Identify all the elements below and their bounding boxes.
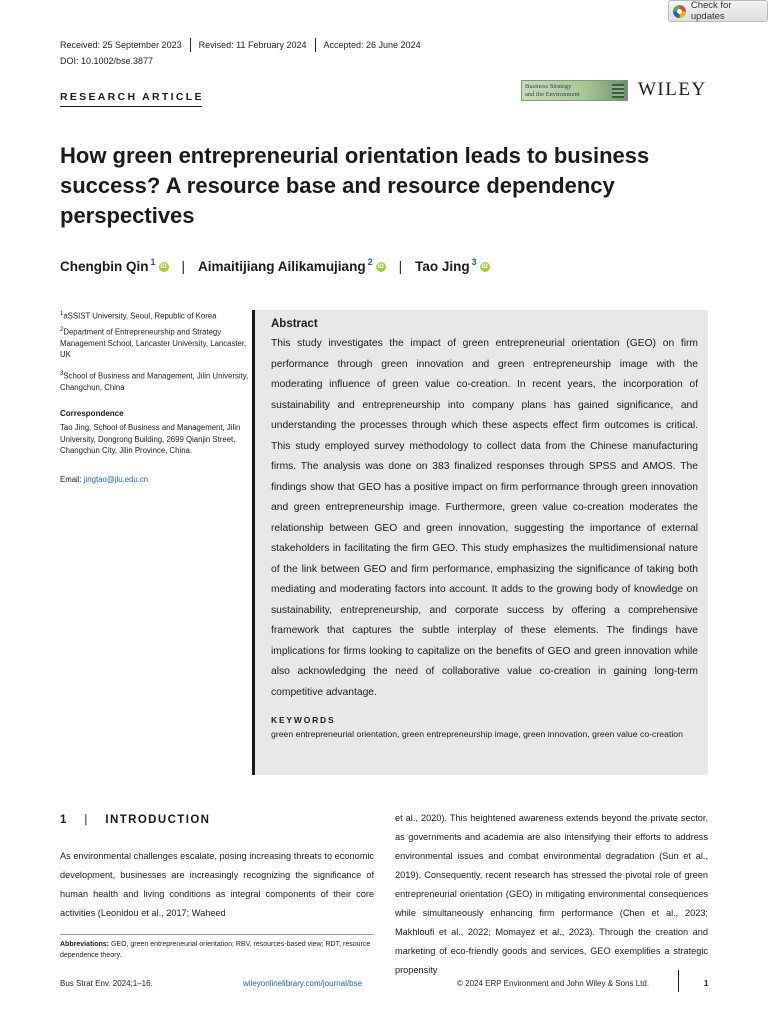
- abstract-heading: Abstract: [271, 318, 318, 330]
- doi[interactable]: DOI: 10.1002/bse.3877: [60, 56, 154, 66]
- footer-url: [243, 979, 362, 988]
- abbreviations-text: GEO, green entrepreneurial orientation; RBV, resources-based view; RDT, resource dependence theory.: [60, 941, 371, 959]
- orcid-icon[interactable]: iD: [481, 262, 488, 270]
- accepted-date: Accepted: 26 June 2024: [323, 40, 421, 50]
- abstract-text: This study investigates the impact of green entrepreneurial orientation (GEO) on firm performance through green innovation and green entrepreneurship image with the moderating influence of green value co-creation. In recent years, the incorporation of sustainability and entrepreneurship into company plans has gained significance, and understanding the processes through which these aspects effect firm outcomes is critical. This study employed survey methodology to collect data from the Chinese manufacturing firms. The analysis was done on 383 finalized responses through SPSS and AMOS. The findings show that GEO has a positive impact on firm performance through green innovation and green entrepreneurship image. Furthermore, green value co-creation moderates the relationship between GEO and green innovation, suggesting the importance of external stakeholders in facilitating the firm GEO. This study emphasizes the multidimensional nature of the link between GEO and firm performance, emphasizing the significance of taking both mediating and moderating factors into account. It adds to the growing body of knowledge on sustainability, entrepreneurship, and corporate success by offering a comprehensive framework that captures the subtle interplay of these elements. The findings have implications for firms looking to capitalize on the benefits of GEO and green innovation while also acknowledging the need of collaborative value co-creation in gaining long-term competitive advantage.: [271, 338, 698, 698]
- keywords-list: green entrepreneurial orientation, green entrepreneurship image, green innovation, green value co-creation: [271, 729, 683, 739]
- journal-logo[interactable]: [521, 80, 628, 101]
- check-for-updates-button[interactable]: [668, 0, 768, 22]
- section-title: INTRODUCTION: [105, 814, 211, 826]
- article-title: How green entrepreneurial orientation leads to business success? A resource base and resource dependency perspectives: [60, 143, 650, 228]
- page-number: 1: [704, 979, 709, 988]
- orcid-icon[interactable]: iD: [377, 262, 384, 270]
- section-heading: [60, 814, 210, 826]
- journal-logo-line1: Business Strategy: [525, 83, 572, 90]
- affiliation-text: Department of Entrepreneurship and Strategy Management School, Lancaster University, Lancaster, UK: [60, 327, 247, 359]
- crossmark-icon: [673, 5, 686, 18]
- affiliation-ref[interactable]: 3: [471, 256, 477, 267]
- author-name[interactable]: Tao Jing: [415, 259, 470, 274]
- article-type-rule: [60, 106, 202, 107]
- date-divider: [315, 38, 316, 52]
- affiliation-ref[interactable]: 2: [367, 256, 373, 267]
- article-type: RESEARCH ARTICLE: [60, 91, 204, 103]
- correspondence-email: [60, 475, 148, 484]
- journal-logo-line2: and the Environment: [525, 91, 580, 98]
- affiliation: [60, 369, 250, 393]
- orcid-icon[interactable]: iD: [160, 262, 167, 270]
- intro-paragraph-right: et al., 2020). This heightened awareness extends beyond the private sector, as governments and academia are also intensifying their efforts to address environmental issues and combat environmental degradation (Sun et al., 2019). Consequently, recent research has stressed the pivotal role of green entrepreneurial orientation (GEO) in mitigating environmental consequences while simultaneously enhancing firm performance (Chen et al., 2023; Makhloufi et al., 2022; Momayez et al., 2023). Through the creation and marketing of eco-friendly goods and services, GEO exemplifies a strategic propensity: [395, 813, 708, 975]
- author-name[interactable]: Aimaitijiang Ailikamujiang: [198, 259, 366, 274]
- author-list: [60, 256, 490, 274]
- affiliation-text: School of Business and Management, Jilin University, Changchun, China: [60, 371, 249, 392]
- affiliation: [60, 309, 250, 322]
- affiliation: [60, 325, 250, 360]
- affiliation-number: 3: [60, 371, 64, 377]
- author-name[interactable]: Chengbin Qin: [60, 259, 149, 274]
- abstract-box: [255, 310, 708, 775]
- publisher-logo[interactable]: WILEY: [638, 79, 707, 100]
- keywords-heading: KEYWORDS: [271, 715, 336, 725]
- journal-cover-icon: [612, 84, 624, 98]
- affiliation-number: 1: [60, 311, 64, 317]
- date-divider: [190, 38, 191, 52]
- received-date: Received: 25 September 2023: [60, 40, 182, 50]
- author-separator: |: [181, 259, 186, 274]
- correspondence-heading: Correspondence: [60, 409, 124, 418]
- section-number: 1: [60, 814, 68, 826]
- article-dates: [60, 38, 421, 52]
- footnote-rule: [60, 934, 374, 935]
- affiliation-ref[interactable]: 1: [150, 256, 156, 267]
- intro-paragraph-left: As environmental challenges escalate, posing increasing threats to economic development, businesses are increasingly recognizing the significance of human health and living conditions as integral components of their core activities (Leonidou et al., 2017; Waheed: [60, 851, 374, 918]
- author-separator: |: [398, 259, 403, 274]
- abbreviations-label: Abbreviations:: [60, 941, 110, 948]
- email-label: Email:: [60, 475, 84, 484]
- email-link[interactable]: jingtao@jlu.edu.cn: [83, 475, 149, 484]
- correspondence-address: Tao Jing, School of Business and Management, Jilin University, Dongrong Building, 2699 Qianjin Street, Changchun City, Jilin Province, China.: [60, 423, 241, 455]
- check-for-updates-label: Check for updates: [690, 0, 732, 22]
- footer-divider: [678, 970, 679, 992]
- affiliation-text: aSSIST University, Seoul, Republic of Korea: [63, 311, 217, 321]
- footer-copyright: © 2024 ERP Environment and John Wiley & Sons Ltd.: [457, 979, 650, 988]
- revised-date: Revised: 11 February 2024: [198, 40, 307, 50]
- footer-citation: Bus Strat Env. 2024;1–16.: [60, 979, 153, 988]
- section-separator: |: [84, 814, 89, 826]
- journal-url-link[interactable]: wileyonlinelibrary.com/journal/bse: [243, 979, 363, 988]
- affiliation-number: 2: [60, 327, 64, 333]
- abbreviations-footnote: [60, 939, 374, 961]
